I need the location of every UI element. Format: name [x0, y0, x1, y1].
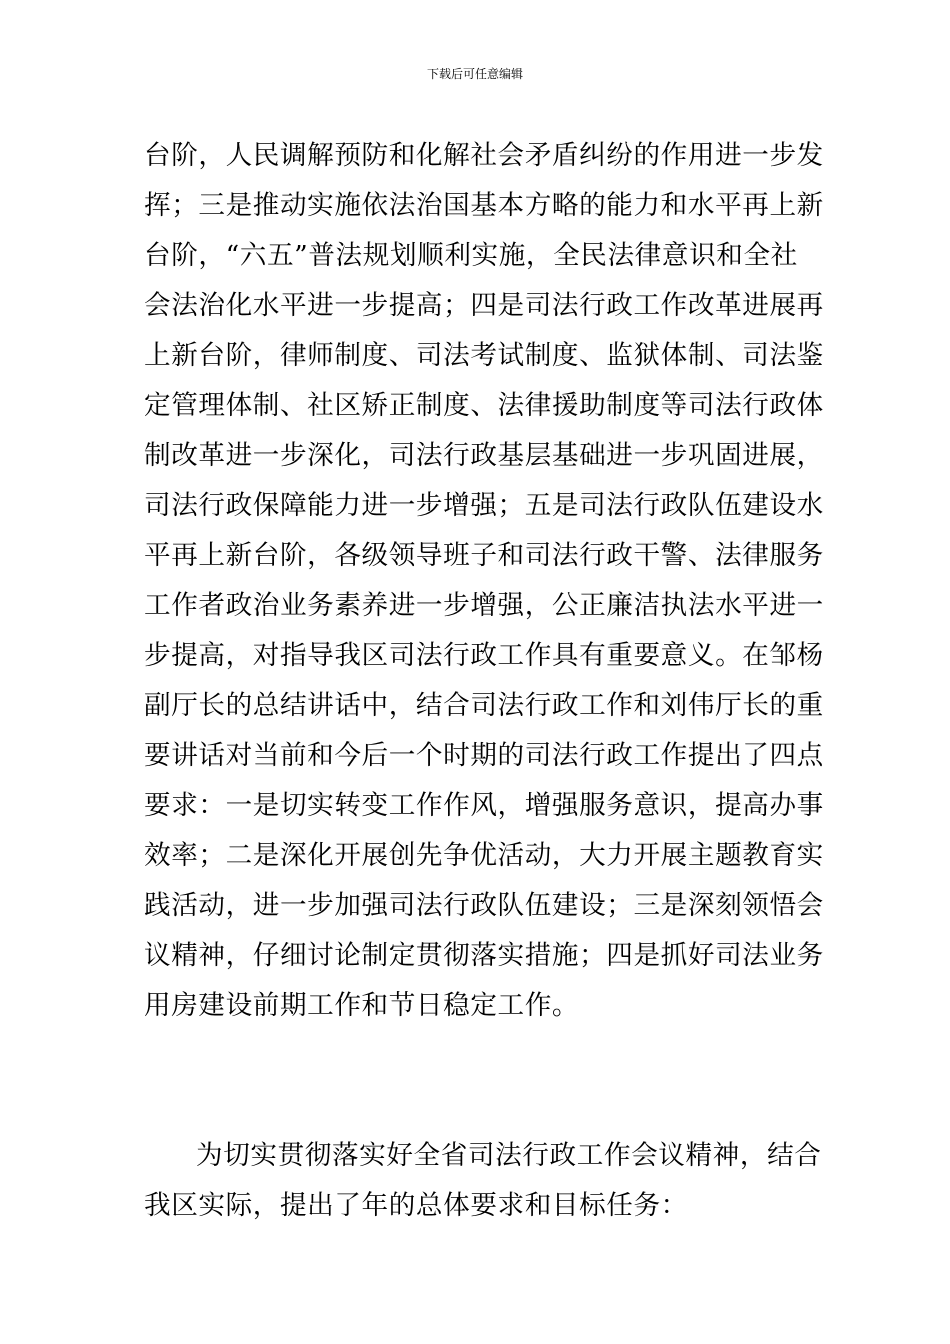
text-line: 台阶，“六五”普法规划顺利实施，全民法律意识和全社 [144, 240, 798, 271]
text-line: 我区实际，提出了年的总体要求和目标任务： [144, 1190, 688, 1221]
paragraph-2 [144, 1131, 822, 1231]
text-line: 会法治化水平进一步提高；四是司法行政工作改革进展再 [144, 290, 824, 321]
text-line: 司法行政保障能力进一步增强；五是司法行政队伍建设水 [144, 490, 824, 521]
text-line: 上新台阶，律师制度、司法考试制度、监狱体制、司法鉴 [144, 340, 824, 371]
text-line: 制改革进一步深化，司法行政基层基础进一步巩固进展， [144, 440, 824, 471]
text-line: 践活动，进一步加强司法行政队伍建设；三是深刻领悟会 [144, 890, 824, 921]
text-line: 台阶，人民调解预防和化解社会矛盾纠纷的作用进一步发 [144, 140, 824, 171]
document-body [144, 131, 824, 1231]
text-line: 效率；二是深化开展创先争优活动，大力开展主题教育实 [144, 840, 824, 871]
text-line: 工作者政治业务素养进一步增强，公正廉洁执法水平进一 [144, 590, 824, 621]
page-header-note: 下载后可任意编辑 [426, 67, 523, 81]
text-line: 要求：一是切实转变工作作风，增强服务意识，提高办事 [144, 790, 824, 821]
text-line: 挥；三是推动实施依法治国基本方略的能力和水平再上新 [144, 190, 824, 221]
paragraph-1 [144, 131, 824, 1031]
paragraph-spacer [144, 1081, 809, 1131]
text-line: 副厅长的总结讲话中，结合司法行政工作和刘伟厅长的重 [144, 690, 824, 721]
text-line: 议精神，仔细讨论制定贯彻落实措施；四是抓好司法业务 [144, 940, 824, 971]
text-line: 用房建设前期工作和节日稳定工作。 [144, 990, 580, 1021]
text-line-indented: 为切实贯彻落实好全省司法行政工作会议精神，结合 [196, 1140, 822, 1171]
text-line: 定管理体制、社区矫正制度、法律援助制度等司法行政体 [144, 390, 824, 421]
text-line: 平再上新台阶，各级领导班子和司法行政干警、法律服务 [144, 540, 824, 571]
paragraph-spacer [144, 1031, 809, 1081]
text-line: 步提高，对指导我区司法行政工作具有重要意义。在邹杨 [144, 640, 824, 671]
text-line: 要讲话对当前和今后一个时期的司法行政工作提出了四点 [144, 740, 824, 771]
